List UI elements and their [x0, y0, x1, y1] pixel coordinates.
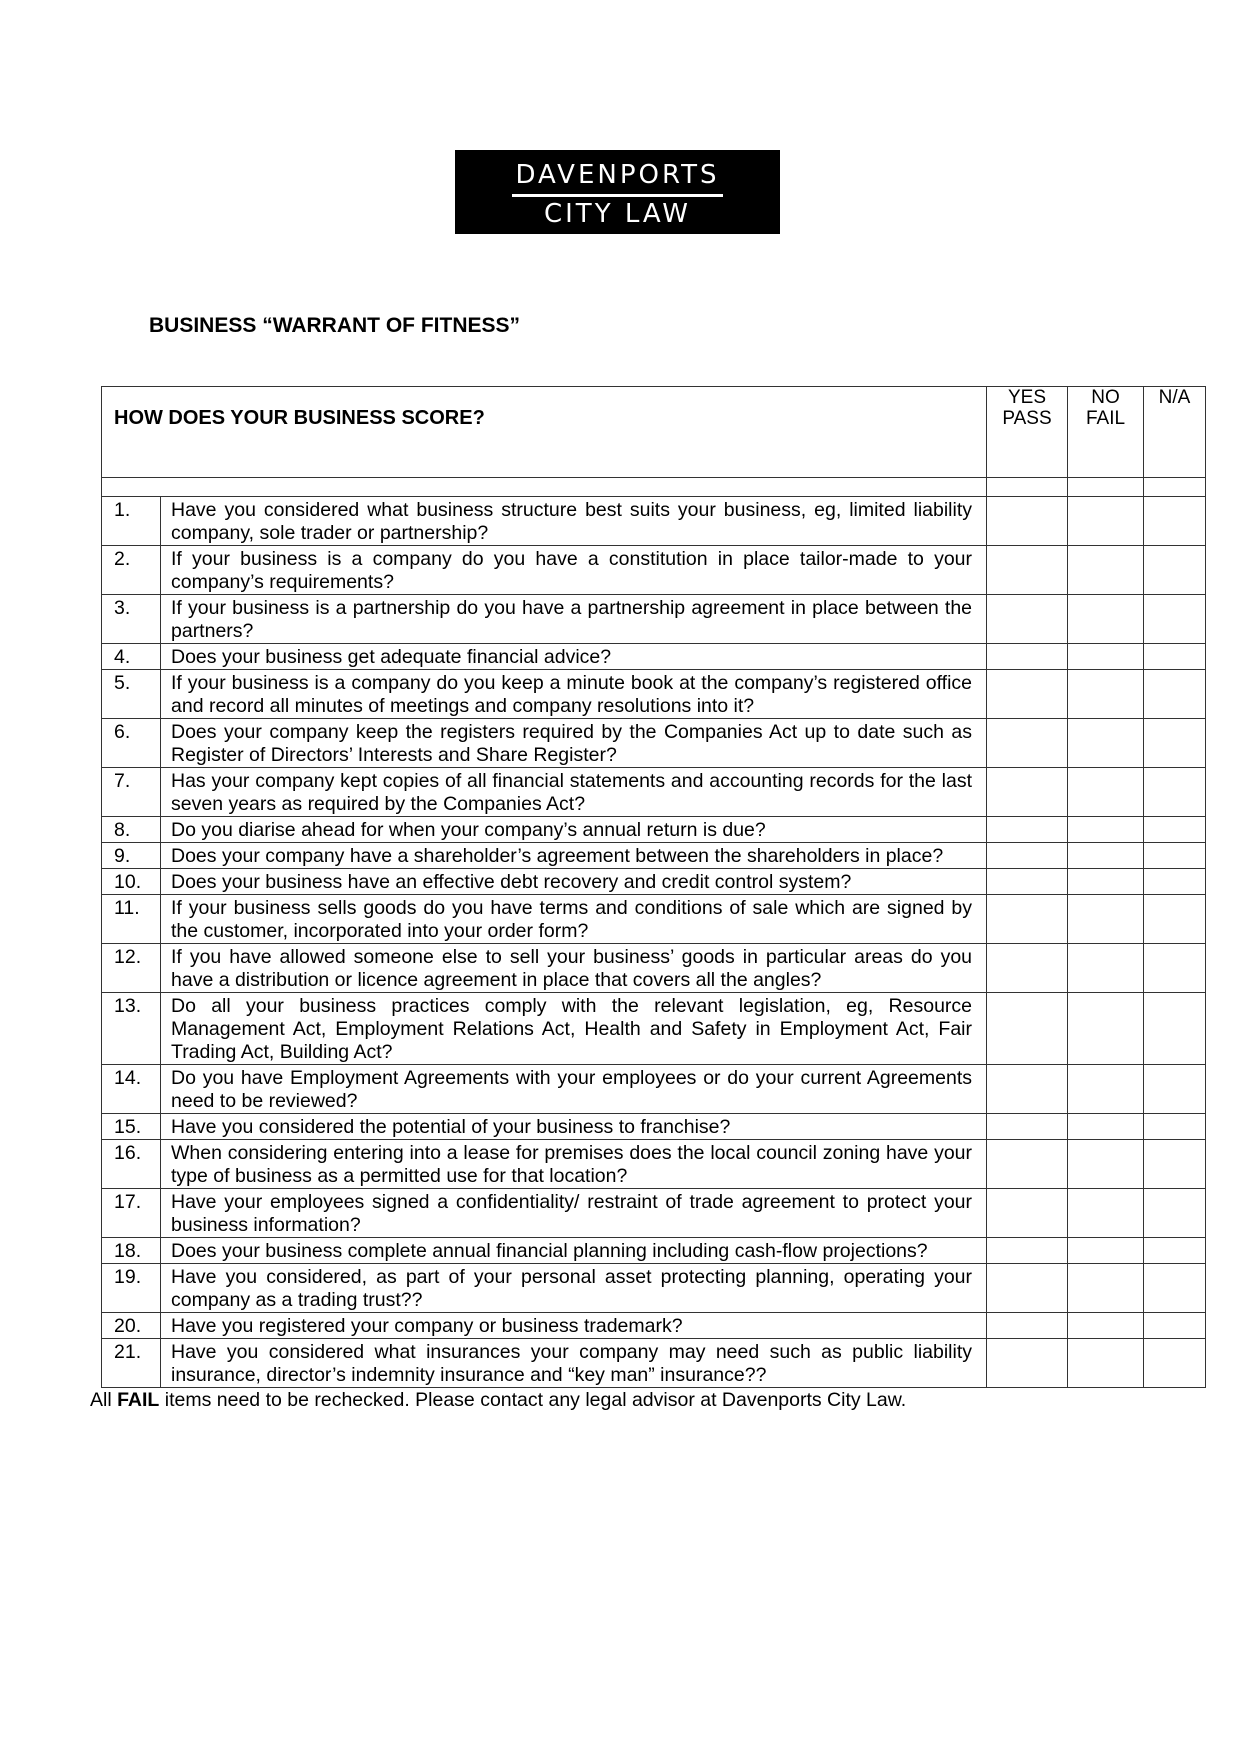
table-row [102, 1238, 1206, 1264]
table-row [102, 719, 1206, 768]
yes-label: YES [1008, 387, 1047, 408]
question-number: 13. [102, 993, 161, 1065]
na-checkbox-cell[interactable] [1144, 869, 1206, 895]
na-checkbox-cell[interactable] [1144, 1313, 1206, 1339]
table-row [102, 595, 1206, 644]
no-fail-checkbox-cell[interactable] [1068, 595, 1144, 644]
question-number: 7. [102, 768, 161, 817]
question-number: 10. [102, 869, 161, 895]
table-row [102, 1114, 1206, 1140]
question-text: If your business is a company do you keep a minute book at the company’s registered office and record all minutes of meetings and company resolutions into it? [161, 670, 987, 719]
na-checkbox-cell[interactable] [1144, 595, 1206, 644]
table-row [102, 546, 1206, 595]
no-fail-column-header [1068, 387, 1144, 478]
na-checkbox-cell[interactable] [1144, 817, 1206, 843]
yes-pass-checkbox-cell[interactable] [987, 595, 1068, 644]
no-fail-checkbox-cell[interactable] [1068, 1339, 1144, 1388]
no-fail-checkbox-cell[interactable] [1068, 1114, 1144, 1140]
yes-pass-checkbox-cell[interactable] [987, 1313, 1068, 1339]
na-checkbox-cell[interactable] [1144, 1140, 1206, 1189]
header-spacer-row [102, 478, 1206, 497]
na-checkbox-cell[interactable] [1144, 644, 1206, 670]
question-text: Does your business have an effective debt recovery and credit control system? [161, 869, 987, 895]
question-number: 3. [102, 595, 161, 644]
question-number: 5. [102, 670, 161, 719]
yes-pass-checkbox-cell[interactable] [987, 869, 1068, 895]
no-fail-checkbox-cell[interactable] [1068, 1189, 1144, 1238]
no-fail-checkbox-cell[interactable] [1068, 644, 1144, 670]
spacer-cell [987, 478, 1068, 497]
yes-pass-checkbox-cell[interactable] [987, 1189, 1068, 1238]
question-number: 19. [102, 1264, 161, 1313]
na-checkbox-cell[interactable] [1144, 1189, 1206, 1238]
logo-line-2: CITY LAW [543, 199, 691, 229]
yes-pass-checkbox-cell[interactable] [987, 670, 1068, 719]
no-fail-checkbox-cell[interactable] [1068, 817, 1144, 843]
checklist-table [101, 386, 1206, 1388]
footer-suffix: items need to be rechecked. Please contact any legal advisor at Davenports City Law. [159, 1389, 907, 1411]
table-row [102, 1065, 1206, 1114]
yes-pass-checkbox-cell[interactable] [987, 843, 1068, 869]
no-fail-checkbox-cell[interactable] [1068, 1264, 1144, 1313]
logo-line-1: DAVENPORTS [515, 160, 720, 190]
na-checkbox-cell[interactable] [1144, 895, 1206, 944]
footer-prefix: All [90, 1389, 118, 1411]
question-text: Do all your business practices comply with the relevant legislation, eg, Resource Management Act, Employment Relations Act, Health and Safety in Employment Act, Fair Trading Act, Building Act? [161, 993, 987, 1065]
no-fail-checkbox-cell[interactable] [1068, 944, 1144, 993]
table-row [102, 1140, 1206, 1189]
yes-pass-checkbox-cell[interactable] [987, 1339, 1068, 1388]
question-text: Have you considered the potential of your business to franchise? [161, 1114, 987, 1140]
question-number: 17. [102, 1189, 161, 1238]
na-checkbox-cell[interactable] [1144, 768, 1206, 817]
spacer-cell [1068, 478, 1144, 497]
no-fail-checkbox-cell[interactable] [1068, 843, 1144, 869]
na-checkbox-cell[interactable] [1144, 1264, 1206, 1313]
table-header-row [102, 387, 1206, 478]
question-text: Have you registered your company or business trademark? [161, 1313, 987, 1339]
no-fail-checkbox-cell[interactable] [1068, 768, 1144, 817]
no-fail-checkbox-cell[interactable] [1068, 546, 1144, 595]
table-row [102, 670, 1206, 719]
question-text: When considering entering into a lease for premises does the local council zoning have your type of business as a permitted use for that location? [161, 1140, 987, 1189]
question-text: Do you have Employment Agreements with your employees or do your current Agreements need to be reviewed? [161, 1065, 987, 1114]
question-number: 20. [102, 1313, 161, 1339]
yes-pass-checkbox-cell[interactable] [987, 817, 1068, 843]
table-row [102, 1264, 1206, 1313]
no-fail-checkbox-cell[interactable] [1068, 670, 1144, 719]
yes-pass-checkbox-cell[interactable] [987, 644, 1068, 670]
question-text: If your business is a partnership do you have a partnership agreement in place between the partners? [161, 595, 987, 644]
yes-pass-checkbox-cell[interactable] [987, 895, 1068, 944]
no-label: NO [1091, 387, 1120, 408]
question-text: Have you considered, as part of your personal asset protecting planning, operating your company as a trading trust?? [161, 1264, 987, 1313]
spacer-cell [1144, 478, 1206, 497]
no-fail-checkbox-cell[interactable] [1068, 869, 1144, 895]
na-checkbox-cell[interactable] [1144, 670, 1206, 719]
question-text: Have you considered what insurances your company may need such as public liability insurance, director’s indemnity insurance and “key man” insurance?? [161, 1339, 987, 1388]
table-row [102, 1313, 1206, 1339]
no-fail-checkbox-cell[interactable] [1068, 719, 1144, 768]
yes-pass-checkbox-cell[interactable] [987, 1065, 1068, 1114]
no-fail-checkbox-cell[interactable] [1068, 1140, 1144, 1189]
question-number: 12. [102, 944, 161, 993]
no-fail-checkbox-cell[interactable] [1068, 1238, 1144, 1264]
na-checkbox-cell[interactable] [1144, 1238, 1206, 1264]
yes-pass-checkbox-cell[interactable] [987, 1238, 1068, 1264]
table-row [102, 869, 1206, 895]
question-text: Does your business complete annual financial planning including cash-flow projections? [161, 1238, 987, 1264]
document-title: BUSINESS “WARRANT OF FITNESS” [149, 314, 521, 337]
table-row [102, 843, 1206, 869]
na-column-header: N/A [1144, 387, 1206, 478]
question-text: Does your business get adequate financial advice? [161, 644, 987, 670]
fail-label: FAIL [1085, 408, 1126, 429]
na-checkbox-cell[interactable] [1144, 546, 1206, 595]
no-fail-checkbox-cell[interactable] [1068, 993, 1144, 1065]
yes-pass-checkbox-cell[interactable] [987, 719, 1068, 768]
table-row [102, 944, 1206, 993]
no-fail-checkbox-cell[interactable] [1068, 1065, 1144, 1114]
na-checkbox-cell[interactable] [1144, 497, 1206, 546]
question-number: 18. [102, 1238, 161, 1264]
pass-label: PASS [1002, 408, 1052, 429]
question-number: 8. [102, 817, 161, 843]
question-number: 9. [102, 843, 161, 869]
footer-note [90, 1389, 906, 1412]
na-checkbox-cell[interactable] [1144, 993, 1206, 1065]
question-column-header: HOW DOES YOUR BUSINESS SCORE? [102, 387, 987, 478]
spacer-cell [102, 478, 987, 497]
yes-pass-checkbox-cell[interactable] [987, 497, 1068, 546]
table-row [102, 1339, 1206, 1388]
question-number: 1. [102, 497, 161, 546]
question-text: Have you considered what business structure best suits your business, eg, limited liability company, sole trader or partnership? [161, 497, 987, 546]
yes-pass-checkbox-cell[interactable] [987, 546, 1068, 595]
yes-pass-checkbox-cell[interactable] [987, 1264, 1068, 1313]
question-number: 4. [102, 644, 161, 670]
question-text: If you have allowed someone else to sell your business’ goods in particular areas do you have a distribution or licence agreement in place that covers all the angles? [161, 944, 987, 993]
table-row [102, 993, 1206, 1065]
na-checkbox-cell[interactable] [1144, 719, 1206, 768]
table-row [102, 644, 1206, 670]
question-number: 16. [102, 1140, 161, 1189]
logo-divider [512, 194, 723, 197]
question-number: 21. [102, 1339, 161, 1388]
company-logo [455, 150, 780, 234]
na-checkbox-cell[interactable] [1144, 1114, 1206, 1140]
table-row [102, 1189, 1206, 1238]
na-checkbox-cell[interactable] [1144, 1065, 1206, 1114]
no-fail-checkbox-cell[interactable] [1068, 895, 1144, 944]
question-text: Does your company have a shareholder’s agreement between the shareholders in place? [161, 843, 987, 869]
question-number: 15. [102, 1114, 161, 1140]
na-checkbox-cell[interactable] [1144, 843, 1206, 869]
question-number: 6. [102, 719, 161, 768]
question-text: If your business is a company do you have a constitution in place tailor-made to your company’s requirements? [161, 546, 987, 595]
question-text: If your business sells goods do you have terms and conditions of sale which are signed by the customer, incorporated into your order form? [161, 895, 987, 944]
table-row [102, 497, 1206, 546]
question-text: Have your employees signed a confidentiality/ restraint of trade agreement to protect your business information? [161, 1189, 987, 1238]
question-text: Do you diarise ahead for when your company’s annual return is due? [161, 817, 987, 843]
question-number: 14. [102, 1065, 161, 1114]
yes-pass-checkbox-cell[interactable] [987, 1114, 1068, 1140]
question-number: 11. [102, 895, 161, 944]
question-number: 2. [102, 546, 161, 595]
no-fail-checkbox-cell[interactable] [1068, 497, 1144, 546]
question-text: Does your company keep the registers required by the Companies Act up to date such as Register of Directors’ Interests and Share Register? [161, 719, 987, 768]
na-checkbox-cell[interactable] [1144, 1339, 1206, 1388]
footer-fail-emphasis: FAIL [117, 1389, 160, 1411]
yes-pass-checkbox-cell[interactable] [987, 768, 1068, 817]
yes-pass-column-header [987, 387, 1068, 478]
table-row [102, 768, 1206, 817]
table-row [102, 895, 1206, 944]
yes-pass-checkbox-cell[interactable] [987, 1140, 1068, 1189]
na-checkbox-cell[interactable] [1144, 944, 1206, 993]
no-fail-checkbox-cell[interactable] [1068, 1313, 1144, 1339]
question-text: Has your company kept copies of all financial statements and accounting records for the last seven years as required by the Companies Act? [161, 768, 987, 817]
yes-pass-checkbox-cell[interactable] [987, 993, 1068, 1065]
table-row [102, 817, 1206, 843]
yes-pass-checkbox-cell[interactable] [987, 944, 1068, 993]
